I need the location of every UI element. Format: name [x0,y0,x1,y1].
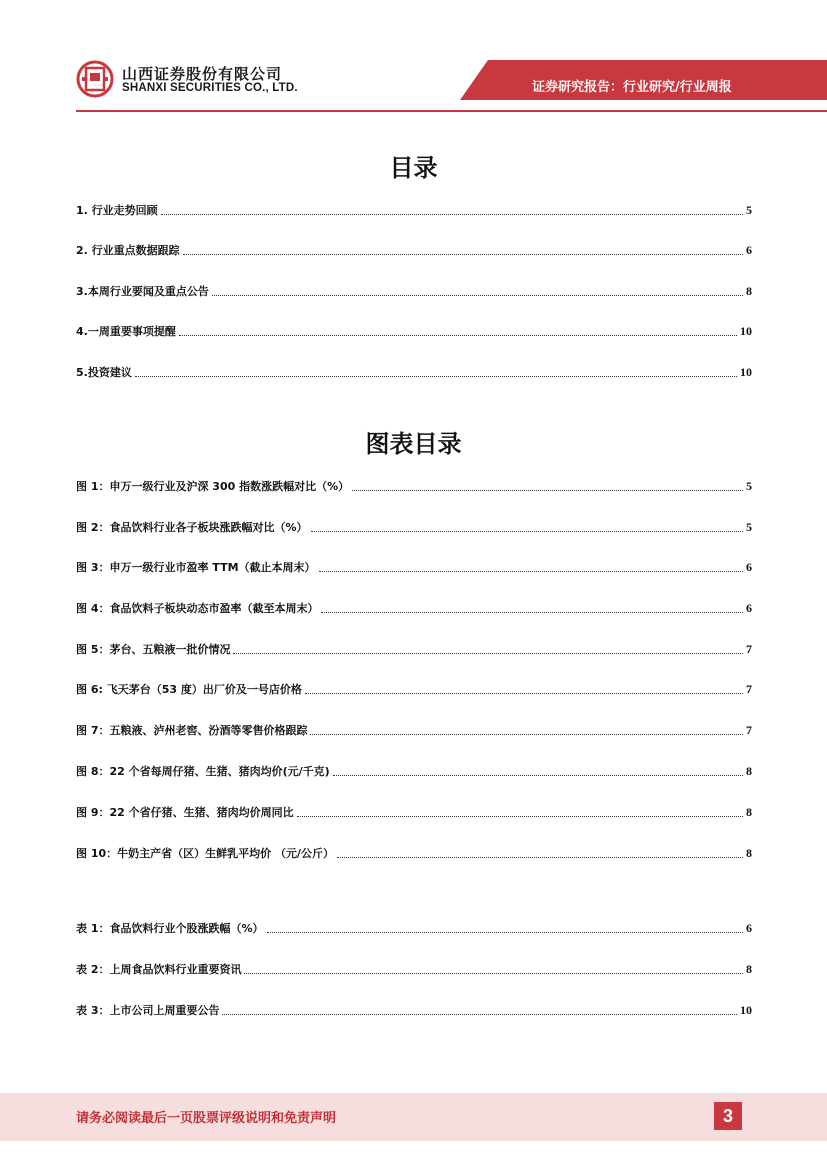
toc-item-label: 4.一周重要事项提醒 [76,325,176,338]
figure-item-page: 5 [746,479,752,493]
figures-toc-title: 图表目录 [365,430,462,458]
toc-item[interactable] [76,323,752,339]
toc-item-page: 8 [746,284,752,298]
leader-dots [161,214,743,215]
leader-dots [337,857,743,858]
figure-item-page: 5 [746,520,752,534]
leader-dots [135,376,737,377]
leader-dots [267,932,743,933]
toc-item[interactable] [76,202,752,218]
figure-item-label: 图 7：五粮液、泸州老窖、汾酒等零售价格跟踪 [76,724,308,737]
figure-item-label: 图 8：22 个省每周仔猪、生猪、猪肉均价(元/千克) [76,765,330,778]
toc-item[interactable] [76,242,752,258]
header-banner [0,0,827,118]
leader-dots [212,295,743,296]
leader-dots [222,1014,737,1015]
company-name-cn: 山西证券股份有限公司 [122,65,283,83]
figure-item[interactable] [76,722,752,738]
leader-dots [297,816,743,817]
table-item-page: 8 [746,962,752,976]
table-item[interactable] [76,961,752,977]
leader-dots [333,775,743,776]
figure-item-page: 8 [746,805,752,819]
toc-item-label: 1. 行业走势回顾 [76,204,158,217]
figure-item-page: 7 [746,642,752,656]
figure-item-page: 7 [746,723,752,737]
figure-item[interactable] [76,804,752,820]
table-item-page: 6 [746,921,752,935]
figure-item-label: 图 9：22 个省仔猪、生猪、猪肉均价周同比 [76,806,294,819]
leader-dots [305,693,743,694]
page-footer [0,1093,827,1141]
figure-item[interactable] [76,519,752,535]
disclaimer-text: 请务必阅读最后一页股票评级说明和免责声明 [76,1111,337,1126]
figure-item-label: 图 1：申万一级行业及沪深 300 指数涨跌幅对比（%） [76,480,350,493]
table-item-label: 表 1：食品饮料行业个股涨跌幅（%） [76,922,264,935]
figure-item[interactable] [76,559,752,575]
company-logo-icon [76,60,114,98]
table-item-label: 表 2：上周食品饮料行业重要资讯 [76,963,242,976]
figure-item-label: 图 6: 飞天茅台（53 度）出厂价及一号店价格 [76,683,302,696]
figure-item[interactable] [76,600,752,616]
figure-item-page: 6 [746,601,752,615]
table-item-label: 表 3：上市公司上周重要公告 [76,1004,220,1017]
leader-dots [311,531,743,532]
leader-dots [321,612,743,613]
toc-item[interactable] [76,283,752,299]
table-item-page: 10 [740,1003,752,1017]
toc-item-page: 6 [746,243,752,257]
toc-item-label: 5.投资建议 [76,366,132,379]
figure-item-page: 6 [746,560,752,574]
leader-dots [179,335,737,336]
leader-dots [183,254,743,255]
figure-item-label: 图 4：食品饮料子板块动态市盈率（截至本周末） [76,602,319,615]
figure-item[interactable] [76,763,752,779]
figure-item[interactable] [76,681,752,697]
figure-item-page: 8 [746,846,752,860]
table-item[interactable] [76,1002,752,1018]
page-header [0,0,827,118]
figure-item-label: 图 2：食品饮料行业各子板块涨跌幅对比（%） [76,521,308,534]
toc-item-page: 5 [746,203,752,217]
leader-dots [319,571,743,572]
table-item[interactable] [76,920,752,936]
toc-title: 目录 [389,154,438,182]
toc-item-page: 10 [740,324,752,338]
figure-item-label: 图 3：申万一级行业市盈率 TTM（截止本周末） [76,561,316,574]
figure-item[interactable] [76,845,752,861]
leader-dots [244,973,743,974]
toc-item-label: 3.本周行业要闻及重点公告 [76,285,209,298]
toc-item-label: 2. 行业重点数据跟踪 [76,244,180,257]
figure-item-page: 7 [746,682,752,696]
figure-item-label: 图 5：茅台、五粮液一批价情况 [76,643,231,656]
report-type: 证券研究报告：行业研究/行业周报 [532,80,732,95]
leader-dots [310,734,743,735]
figure-item-page: 8 [746,764,752,778]
page-number: 3 [714,1102,742,1130]
figure-item[interactable] [76,641,752,657]
company-name-en: SHANXI SECURITIES CO., LTD. [122,82,298,94]
leader-dots [352,490,743,491]
leader-dots [233,653,743,654]
toc-item-page: 10 [740,365,752,379]
figure-item[interactable] [76,478,752,494]
toc-item[interactable] [76,364,752,380]
figure-item-label: 图 10：牛奶主产省（区）生鲜乳平均价 （元/公斤） [76,847,334,860]
